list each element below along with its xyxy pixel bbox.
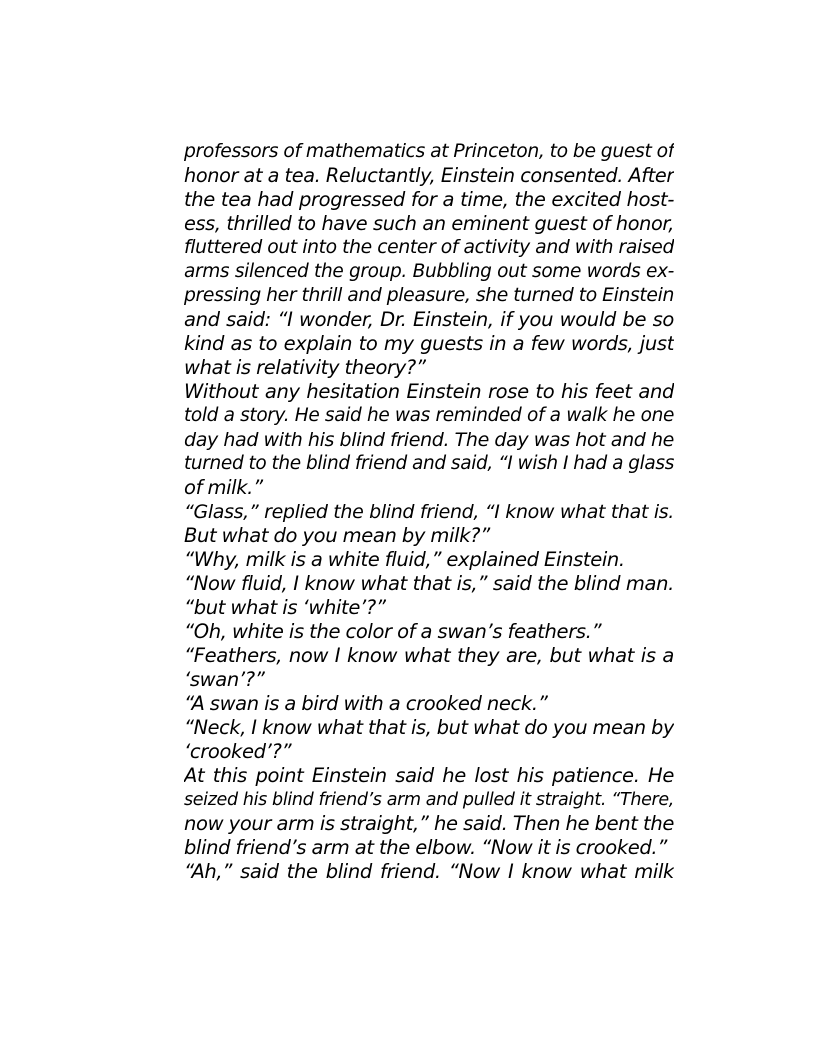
text-line: arms silenced the group. Bubbling out some words ex-	[184, 261, 674, 282]
text-line: seized his blind friend’s arm and pulled it straight. “There,	[184, 790, 674, 810]
text-line: now your arm is straight,” he said. Then he bent the	[184, 812, 674, 835]
text-line: told a story. He said he was reminded of a walk he one	[184, 405, 674, 426]
text-line: kind as to explain to my guests in a few words, just	[184, 332, 674, 355]
text-line: “Ah,” said the blind friend. “Now I know what milk	[184, 860, 674, 883]
text-line: “Glass,” replied the blind friend, “I know what that is.	[184, 501, 674, 523]
text-line: of milk.”	[184, 476, 263, 499]
text-line: “A swan is a bird with a crooked neck.”	[184, 692, 548, 715]
text-line: “Why, milk is a white fluid,” explained Einstein.	[184, 548, 625, 571]
text-line: what is relativity theory?”	[184, 356, 426, 379]
text-line: At this point Einstein said he lost his patience. He	[184, 764, 674, 787]
text-line: and said: “I wonder, Dr. Einstein, if you would be so	[184, 308, 674, 331]
text-line: But what do you mean by milk?”	[184, 524, 490, 547]
text-line: “Feathers, now I know what they are, but what is a	[184, 644, 674, 667]
text-line: honor at a tea. Reluctantly, Einstein consented. After	[184, 164, 674, 187]
text-line: ess, thrilled to have such an eminent guest of honor,	[184, 212, 674, 235]
text-line: “Now fluid, I know what that is,” said the blind man.	[184, 572, 674, 595]
text-line: professors of mathematics at Princeton, to be guest of	[184, 141, 674, 162]
text-line: pressing her thrill and pleasure, she turned to Einstein	[184, 285, 674, 306]
text-line: “Oh, white is the color of a swan’s feathers.”	[184, 620, 602, 643]
text-line: Without any hesitation Einstein rose to his feet and	[184, 380, 674, 403]
text-line: ‘swan’?”	[184, 668, 265, 691]
text-line: blind friend’s arm at the elbow. “Now it is crooked.”	[184, 836, 668, 859]
story-text-block	[184, 140, 674, 884]
text-line: ‘crooked’?”	[184, 740, 292, 763]
text-line: fluttered out into the center of activity and with raised	[184, 237, 674, 258]
text-line: “but what is ‘white’?”	[184, 596, 386, 619]
text-line: turned to the blind friend and said, “I wish I had a glass	[184, 453, 674, 474]
text-line: day had with his blind friend. The day was hot and he	[184, 429, 674, 451]
text-line: “Neck, I know what that is, but what do you mean by	[184, 716, 674, 739]
text-line: the tea had progressed for a time, the excited host-	[184, 188, 674, 211]
